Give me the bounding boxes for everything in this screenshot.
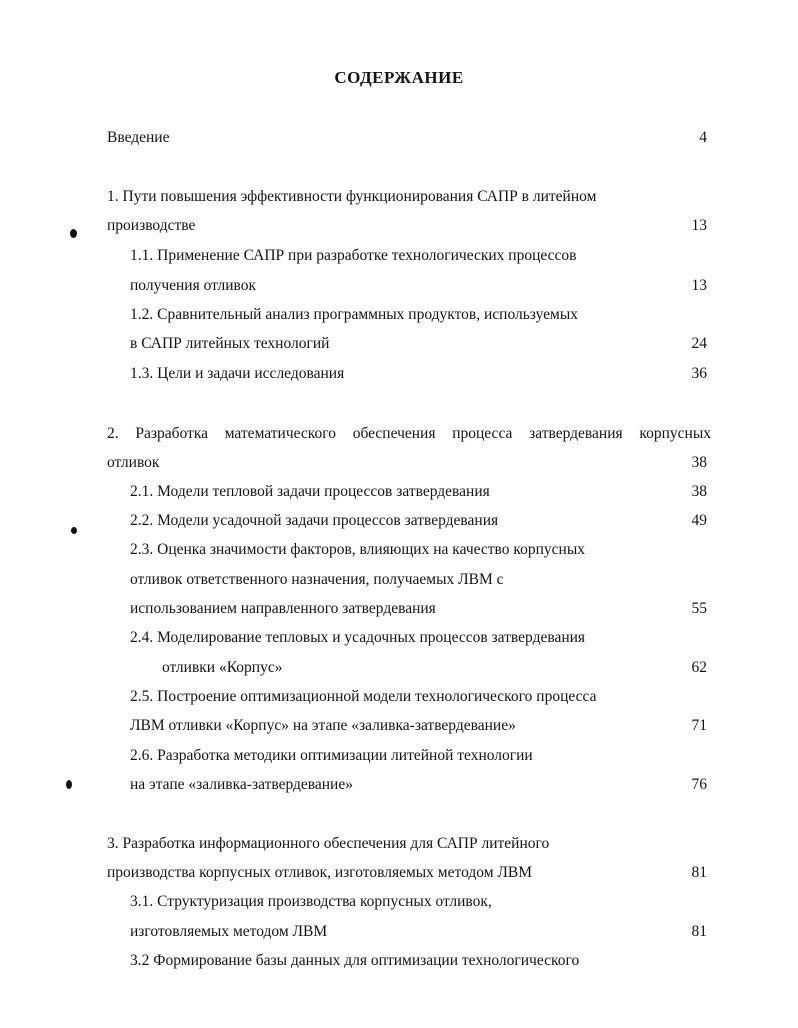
toc-ch2-title-line2: отливок xyxy=(107,454,160,471)
toc-2-6-page: 76 xyxy=(691,776,707,793)
toc-1-2-line2: в САПР литейных технологий xyxy=(130,335,330,352)
scan-speck xyxy=(71,527,77,534)
toc-2-3-line1: 2.3. Оценка значимости факторов, влияющих на качество корпусных xyxy=(130,541,586,558)
toc-2-5-line2: ЛВМ отливки «Корпус» на этапе «заливка-затвердевание» xyxy=(130,717,516,734)
toc-3-2-line1: 3.2 Формирование базы данных для оптимизации технологического xyxy=(130,952,580,969)
toc-ch1-page: 13 xyxy=(691,217,707,234)
scan-speck xyxy=(66,780,72,789)
toc-ch1-title-line2: производстве xyxy=(107,217,196,234)
scan-speck xyxy=(70,229,77,238)
toc-ch3-page: 81 xyxy=(691,864,707,881)
toc-3-1-page: 81 xyxy=(691,923,707,940)
toc-2-5-line1: 2.5. Построение оптимизационной модели технологического процесса xyxy=(130,688,597,705)
toc-3-1-line2: изготовляемых методом ЛВМ xyxy=(130,923,328,940)
toc-2-2-page: 49 xyxy=(691,512,707,529)
toc-2-6-line2: на этапе «заливка-затвердевание» xyxy=(130,776,353,793)
toc-3-1-line1: 3.1. Структуризация производства корпусных отливок, xyxy=(130,893,492,910)
toc-ch3-title-line2: производства корпусных отливок, изготовляемых методом ЛВМ xyxy=(107,864,533,881)
toc-1-1-page: 13 xyxy=(691,277,707,294)
toc-2-4-line2: отливки «Корпус» xyxy=(162,659,283,676)
toc-1-2-page: 24 xyxy=(691,335,707,352)
toc-1-2-line1: 1.2. Сравнительный анализ программных продуктов, используемых xyxy=(130,306,579,323)
toc-1-1-line2: получения отливок xyxy=(130,277,257,294)
toc-1-3-line1: 1.3. Цели и задачи исследования xyxy=(130,365,345,382)
toc-1-3-page: 36 xyxy=(691,365,707,382)
toc-2-1-page: 38 xyxy=(691,483,707,500)
toc-1-1-line1: 1.1. Применение САПР при разработке технологических процессов xyxy=(130,247,577,264)
toc-ch3-title-line1: 3. Разработка информационного обеспечения для САПР литейного xyxy=(107,835,550,852)
toc-2-5-page: 71 xyxy=(691,717,707,734)
toc-intro-page: 4 xyxy=(699,129,707,146)
toc-2-4-page: 62 xyxy=(691,659,707,676)
toc-ch2-title-line1: 2. Разработка математического обеспечения процесса затвердевания корпусных xyxy=(107,425,711,442)
toc-2-3-line2: отливок ответственного назначения, получаемых ЛВМ с xyxy=(130,571,504,588)
toc-2-6-line1: 2.6. Разработка методики оптимизации литейной технологии xyxy=(130,747,533,764)
toc-2-1-line1: 2.1. Модели тепловой задачи процессов затвердевания xyxy=(130,483,490,500)
toc-intro-label: Введение xyxy=(107,129,170,146)
toc-2-3-page: 55 xyxy=(691,600,707,617)
toc-2-3-line3: использованием направленного затвердевания xyxy=(130,600,436,617)
toc-ch2-page: 38 xyxy=(691,454,707,471)
page-title: СОДЕРЖАНИЕ xyxy=(334,68,464,87)
toc-2-2-line1: 2.2. Модели усадочной задачи процессов затвердевания xyxy=(130,512,499,529)
toc-ch1-title-line1: 1. Пути повышения эффективности функционирования САПР в литейном xyxy=(107,188,597,205)
toc-2-4-line1: 2.4. Моделирование тепловых и усадочных процессов затвердевания xyxy=(130,629,586,646)
